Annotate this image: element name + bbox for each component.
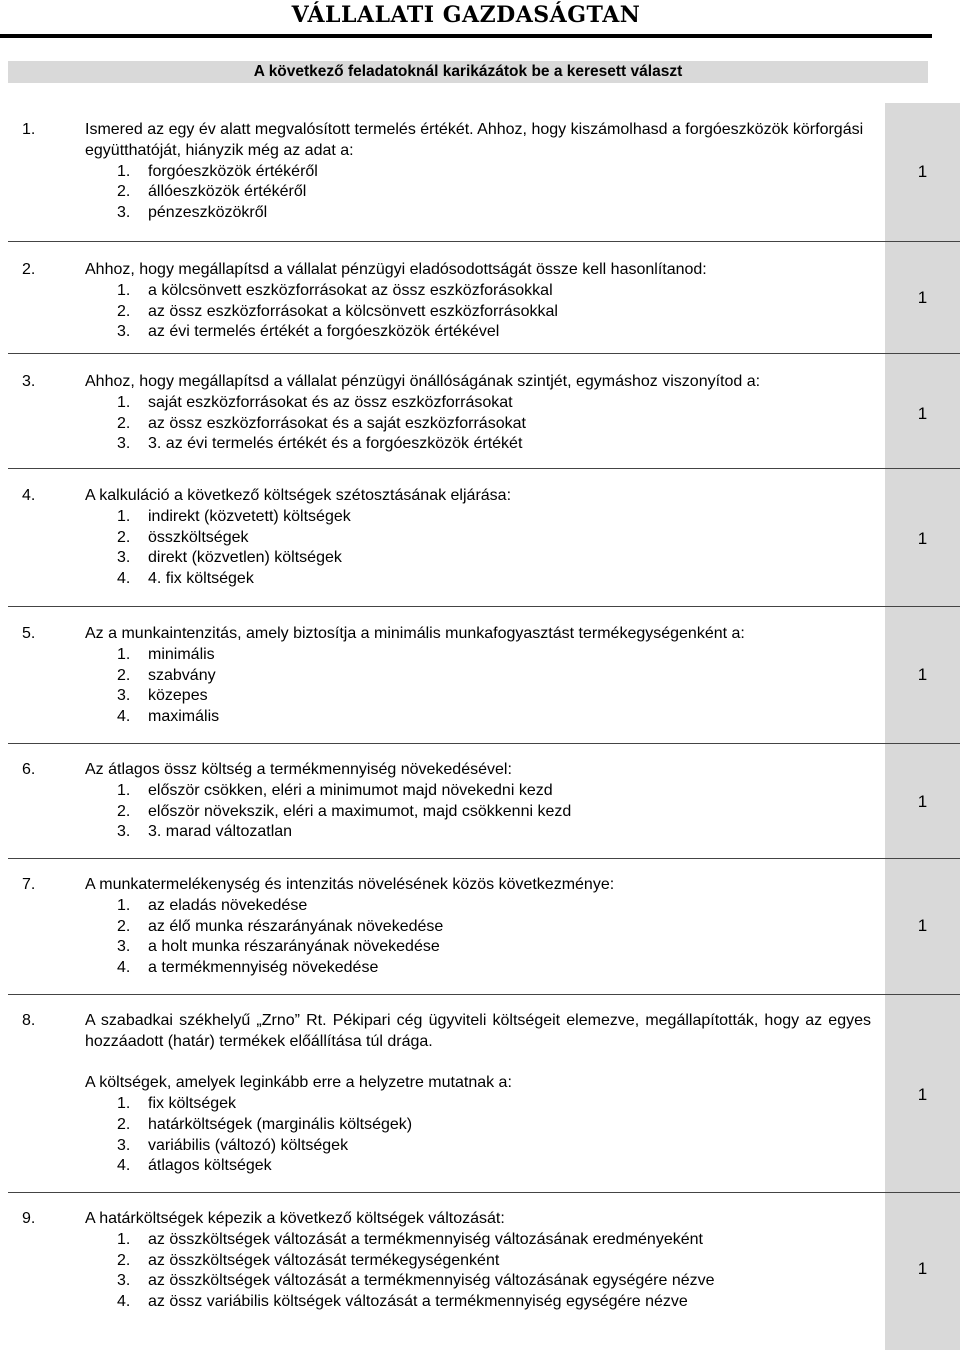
option-item[interactable]: 2. határköltségek (marginális költségek) xyxy=(117,1115,413,1133)
question-5 xyxy=(8,606,960,744)
score-value: 1 xyxy=(917,162,928,181)
question-number: 4. xyxy=(22,487,36,504)
question-text: A határköltségek képezik a következő költségek változását: xyxy=(85,1210,505,1227)
question-7 xyxy=(8,858,960,995)
question-text: Ahhoz, hogy megállapítsd a vállalat pénzügyi eladósodottságát össze kell hasonlítanod: xyxy=(85,261,707,278)
score-value: 1 xyxy=(917,404,928,423)
question-4 xyxy=(8,468,960,607)
score-value: 1 xyxy=(917,916,928,935)
option-item[interactable]: 2. összköltségek xyxy=(117,528,249,546)
score-value: 1 xyxy=(917,529,928,548)
question-number: 3. xyxy=(22,373,36,390)
question-number: 7. xyxy=(22,876,36,893)
question-number: 8. xyxy=(22,1012,36,1029)
question-number: 5. xyxy=(22,625,36,642)
option-item[interactable]: 2. az élő munka részarányának növekedése xyxy=(117,917,444,935)
option-item[interactable]: 3. az összköltségek változását a termékmennyiség változásának egységére nézve xyxy=(117,1272,715,1290)
question-8 xyxy=(8,994,960,1193)
option-item[interactable]: 2. először növekszik, eléri a maximumot, majd csökkenni kezd xyxy=(117,802,572,820)
option-item[interactable]: 4. átlagos költségek xyxy=(117,1157,272,1175)
score-value: 1 xyxy=(917,665,928,684)
option-item[interactable]: 2. az össz eszközforrásokat és a saját eszközforrásokat xyxy=(117,414,526,432)
question-subtext: A költségek, amelyek leginkább erre a helyzetre mutatnak a: xyxy=(85,1074,512,1091)
option-item[interactable]: 2. szabvány xyxy=(117,666,216,684)
option-item[interactable]: 4. a termékmennyiség növekedése xyxy=(117,959,379,977)
option-item[interactable]: 1. fix költségek xyxy=(117,1095,237,1112)
question-text: A kalkuláció a következő költségek szétosztásának eljárása: xyxy=(85,487,512,504)
instruction-banner: A következő feladatoknál karikázátok be a keresett választ xyxy=(8,61,928,83)
option-item[interactable]: 1. forgóeszközök értékéről xyxy=(117,162,318,180)
option-item[interactable]: 4. 4. fix költségek xyxy=(117,570,254,588)
option-item[interactable]: 1. minimális xyxy=(117,645,215,663)
option-item[interactable]: 2. az össz eszközforrásokat a kölcsönvett eszközforrásokkal xyxy=(117,302,558,320)
question-number: 1. xyxy=(22,121,36,138)
option-item[interactable]: 4. az össz variábilis költségek változását a termékmennyiség egységére nézve xyxy=(117,1293,688,1311)
option-item[interactable]: 3. a holt munka részarányának növekedése xyxy=(117,938,440,956)
option-item[interactable]: 1. az összköltségek változását a termékmennyiség változásának eredményeként xyxy=(117,1230,703,1248)
document-title: VÁLLALATI GAZDASÁGTAN xyxy=(291,2,641,28)
option-item[interactable]: 3. pénzeszközökről xyxy=(117,204,268,222)
question-text: Ismered az egy év alatt megvalósított termelés értékét. Ahhoz, hogy kiszámolhasd a forgóeszközök körforgási együtthatóját, hiányzik még az adat a: xyxy=(85,121,864,159)
question-1 xyxy=(8,120,960,241)
option-item[interactable]: 3. az évi termelés értékét a forgóeszközök értékével xyxy=(117,323,500,341)
question-3 xyxy=(8,353,960,469)
title-underline xyxy=(0,34,932,38)
option-item[interactable]: 1. indirekt (közvetett) költségek xyxy=(117,507,351,525)
option-item[interactable]: 1. a kölcsönvett eszközforrásokat az össz eszközforásokkal xyxy=(117,281,553,299)
question-text: Az a munkaintenzitás, amely biztosítja a minimális munkafogyasztást termékegységenként a: xyxy=(85,625,745,642)
option-item[interactable]: 3. variábilis (változó) költségek xyxy=(117,1136,349,1154)
score-value: 1 xyxy=(917,1085,928,1104)
option-item[interactable]: 2. állóeszközök értékéről xyxy=(117,183,307,201)
option-item[interactable]: 3. 3. marad változatlan xyxy=(117,823,293,841)
option-item[interactable]: 3. közepes xyxy=(117,687,208,705)
question-number: 9. xyxy=(22,1210,36,1227)
question-number: 6. xyxy=(22,761,36,778)
question-6 xyxy=(8,743,960,859)
question-text: Ahhoz, hogy megállapítsd a vállalat pénzügyi önállóságának szintjét, egymáshoz viszonyítod a: xyxy=(85,373,761,390)
question-2 xyxy=(8,241,960,354)
question-number: 2. xyxy=(22,261,36,278)
question-text: A munkatermelékenység és intenzitás növelésének közös következménye: xyxy=(85,876,615,893)
question-text: Az átlagos össz költség a termékmennyiség növekedésével: xyxy=(85,761,512,778)
option-item[interactable]: 2. az összköltségek változását termékegységenként xyxy=(117,1251,500,1269)
option-item[interactable]: 1. saját eszközforrásokat és az össz eszközforrásokat xyxy=(117,393,513,411)
score-value: 1 xyxy=(917,288,928,307)
option-item[interactable]: 3. direkt (közvetlen) költségek xyxy=(117,549,342,567)
option-item[interactable]: 4. maximális xyxy=(117,708,220,726)
question-9 xyxy=(8,1192,960,1351)
option-item[interactable]: 1. az eladás növekedése xyxy=(117,896,308,914)
question-text: A szabadkai székhelyű „Zrno” Rt. Pékipari cég ügyviteli költségeit elemezve, megállapították, hogy az egyes hozzáadott (határ) termékek előállítása túl drága. xyxy=(85,1012,871,1050)
score-value: 1 xyxy=(917,1259,928,1278)
option-item[interactable]: 1. először csökken, eléri a minimumot majd növekedni kezd xyxy=(117,781,553,799)
score-value: 1 xyxy=(917,792,928,811)
option-item[interactable]: 3. 3. az évi termelés értékét és a forgóeszközök értékét xyxy=(117,435,523,453)
